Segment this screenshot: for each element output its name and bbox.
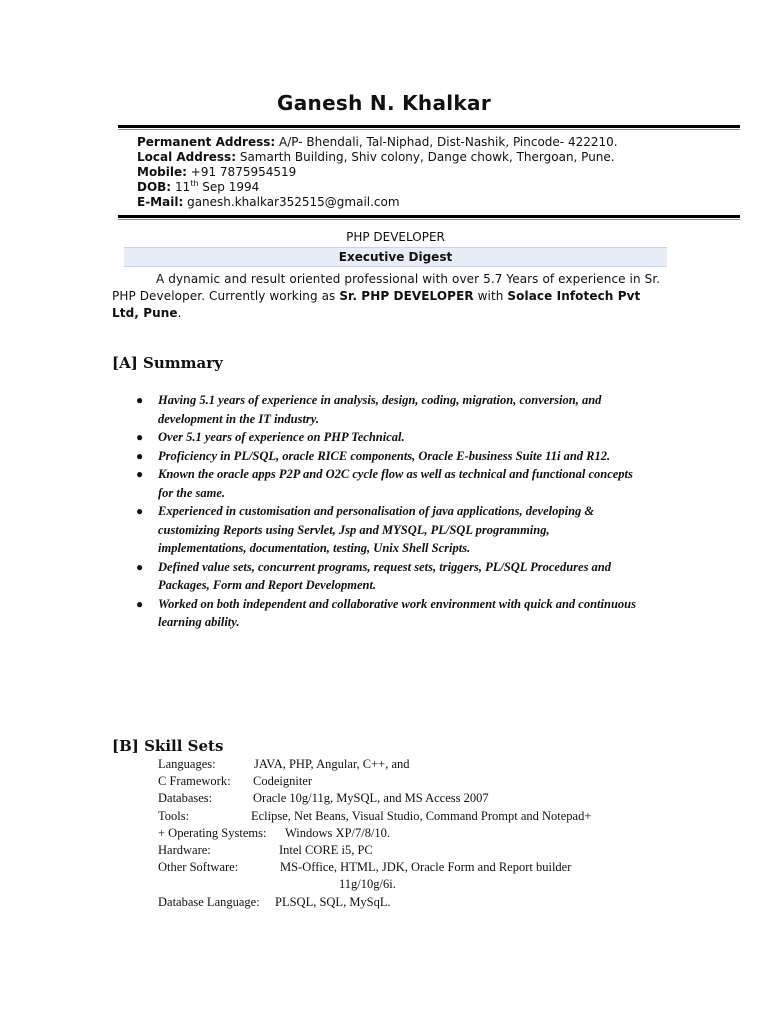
skill-row-hardware [158,842,658,859]
list-item [136,502,636,558]
skill-row-databases [158,790,658,807]
bullet-icon: ● [136,393,144,407]
mobile-label: Mobile: [137,165,187,179]
dob-month-year: Sep 1994 [202,180,260,194]
mobile-row [137,165,618,180]
intro-text-1: A dynamic and result oriented professional with over 5.7 Years of experience in Sr. PHP Developer. Currently working as [112,272,661,303]
skill-row-languages [158,756,658,773]
list-item [136,447,636,466]
intro-paragraph [112,271,662,322]
skill-key: Other Software: [158,860,239,875]
summary-list [136,391,636,632]
email-label: E-Mail: [137,195,184,209]
permanent-address-row [137,135,618,150]
bullet-icon: ● [136,467,144,481]
dob-day: 11 [174,180,191,194]
intro-text-2: with [473,289,508,303]
bullet-icon: ● [136,448,144,463]
bottom-divider [118,215,740,218]
job-role: PHP DEVELOPER [346,230,445,244]
bullet-icon: ● [136,596,144,611]
summary-item-text: Defined value sets, concurrent programs, request sets, triggers, PL/SQL Procedures and Packages, Form and Report Development. [158,559,612,592]
dob-label: DOB: [137,180,172,194]
skill-key: Databases: [158,791,213,806]
local-address-row [137,150,618,165]
intro-company: Solace Infotech Pvt Ltd, Pune [112,289,641,320]
local-address-label: Local Address: [137,150,236,164]
summary-item-text: Over 5.1 years of experience on PHP Technical. [158,430,405,444]
email-value: ganesh.khalkar352515@gmail.com [187,195,400,209]
summary-item-text: Worked on both independent and collaborative work environment with quick and continuous learning ability. [158,596,636,629]
top-divider-shadow [118,129,740,130]
mobile-value: +91 7875954519 [190,165,297,179]
skill-key: Languages: [158,757,216,771]
skill-row-operating-systems [158,825,658,842]
list-item [136,428,636,447]
skill-value: Eclipse, Net Beans, Visual Studio, Command Prompt and Notepad+ [251,808,592,823]
skill-value: MS-Office, HTML, JDK, Oracle Form and Report builder [280,860,572,875]
skill-key: Hardware: [158,842,211,857]
permanent-address-value: A/P- Bhendali, Tal-Niphad, Dist-Nashik, Pincode- 422210. [279,135,618,149]
skill-row-other-software [158,859,658,876]
list-item [136,595,636,632]
list-item [136,391,636,428]
skill-sets-table [158,756,658,911]
summary-item-text: Having 5.1 years of experience in analysis, design, coding, migration, conversion, and development in the IT industry. [158,393,602,426]
bullet-icon: ● [136,504,144,518]
skill-value: Windows XP/7/8/10. [285,825,391,840]
dob-row [137,180,618,195]
skill-value: 11g/10g/6i. [339,877,396,892]
skill-row-other-software-cont [158,876,658,893]
email-row [137,195,618,210]
intro-role: Sr. PHP DEVELOPER [339,289,474,303]
summary-item-text: Known the oracle apps P2P and O2C cycle flow as well as technical and functional concepts for the same. [158,467,633,500]
skill-key: Tools: [158,808,190,823]
top-divider [118,125,740,128]
permanent-address-label: Permanent Address: [137,135,276,149]
skill-key: Database Language: [158,894,260,909]
summary-heading: [A] Summary [112,354,223,372]
summary-item-text: Proficiency in PL/SQL, oracle RICE components, Oracle E-business Suite 11i and R12. [158,448,611,463]
skill-key: C Framework: [158,774,231,789]
skill-row-framework [158,773,658,790]
skill-key: + Operating Systems: [158,825,267,840]
list-item [136,558,636,595]
candidate-name: Ganesh N. Khalkar [277,91,491,115]
skill-value: Oracle 10g/11g, MySQL, and MS Access 2007 [253,791,489,806]
skill-value: PLSQL, SQL, MySqL. [275,894,391,909]
list-item [136,465,636,502]
intro-text-3: . [177,306,182,320]
skill-value: JAVA, PHP, Angular, C++, and [254,757,410,771]
summary-item-text: Experienced in customisation and personalisation of java applications, developing & customizing Reports using Servlet, Jsp and MYSQL, PL/SQL programming, implementations, documentation, testing, Unix Shell Scripts. [158,504,595,555]
local-address-value: Samarth Building, Shiv colony, Dange chowk, Thergoan, Pune. [239,150,615,164]
dob-suffix: th [190,179,199,188]
executive-digest-heading: Executive Digest [124,247,667,267]
bullet-icon: ● [136,559,144,574]
skill-row-tools [158,808,658,825]
bottom-divider-shadow [118,219,740,220]
contact-block [137,135,618,210]
bullet-icon: ● [136,430,144,444]
skill-value: Intel CORE i5, PC [279,842,373,857]
skill-sets-heading: [B] Skill Sets [112,737,224,755]
skill-value: Codeigniter [253,774,313,789]
skill-row-database-language [158,894,658,911]
